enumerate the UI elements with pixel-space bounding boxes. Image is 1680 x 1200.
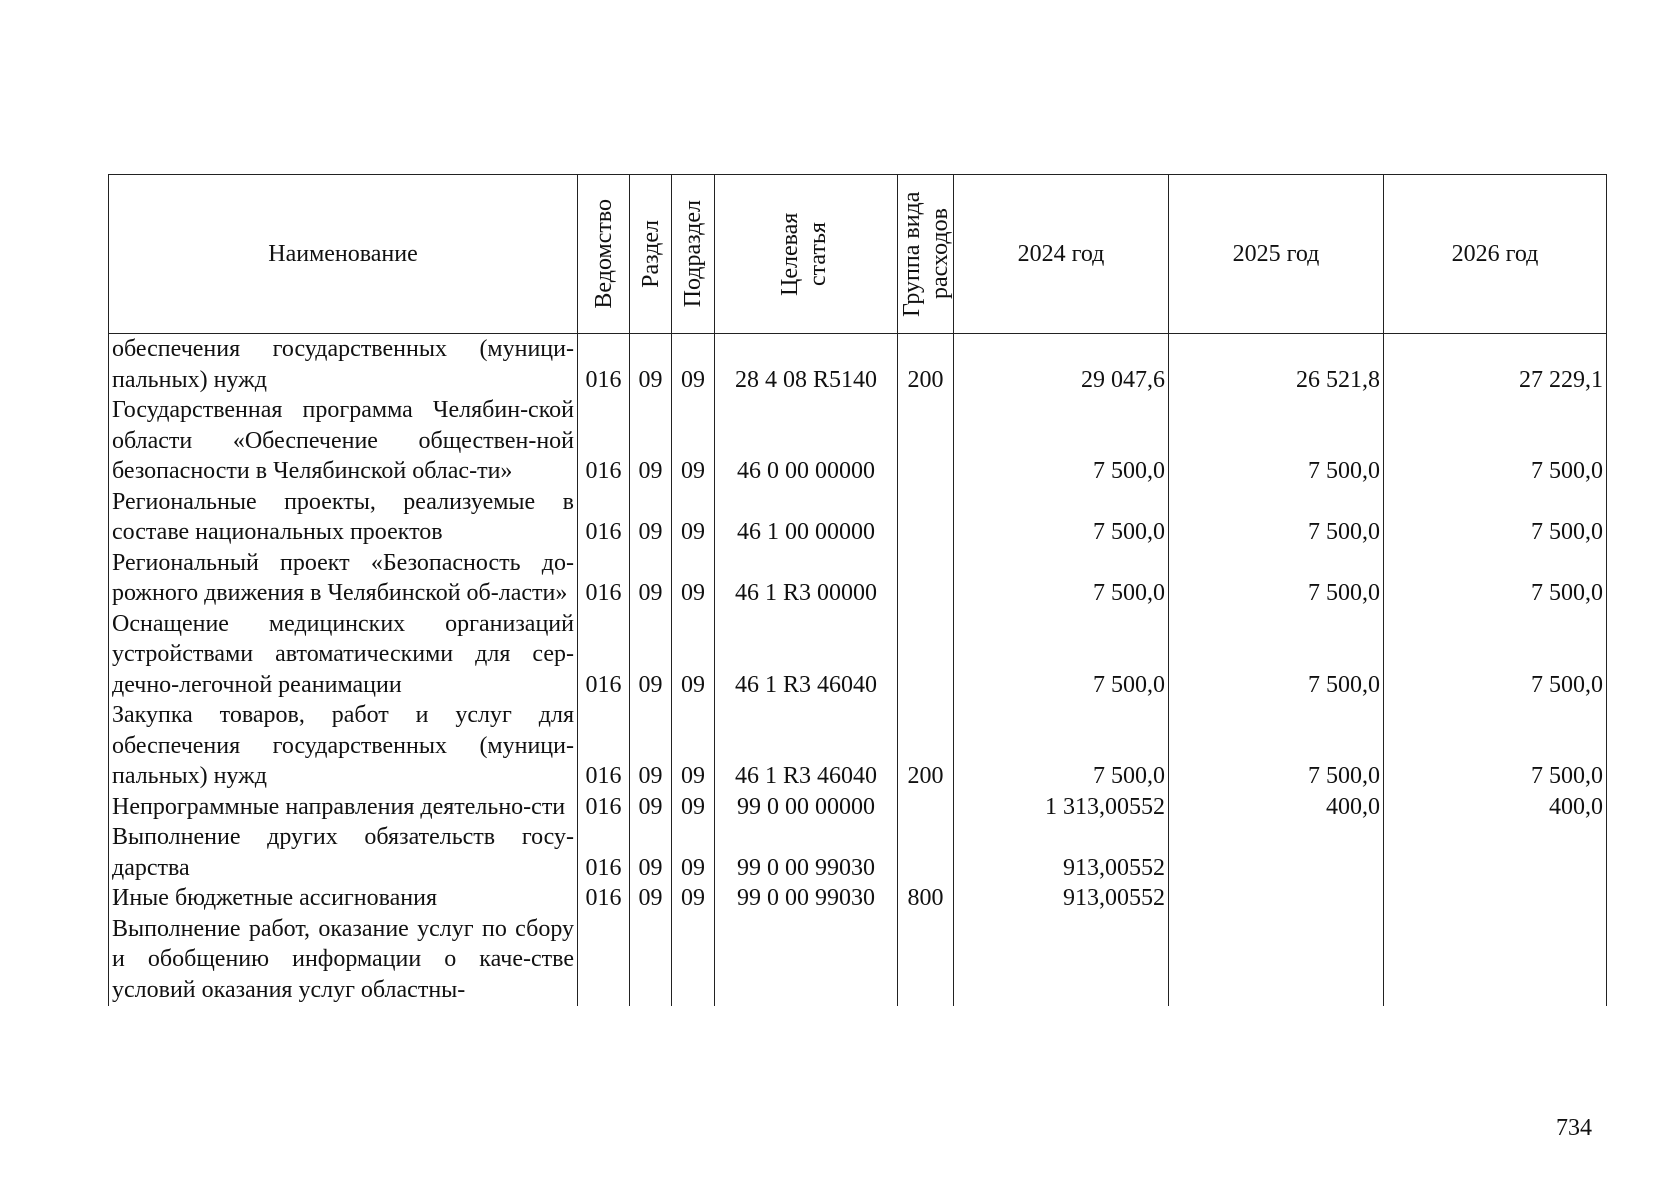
cell-name: Оснащение медицинских организаций устройствами автоматическими для сер-дечно-легочной реанимации [109, 609, 578, 701]
table-row [109, 395, 1607, 487]
cell-podrazdel: 09 [672, 548, 715, 609]
cell-vedomstvo: 016 [578, 792, 630, 823]
cell-gruppa: 200 [898, 700, 954, 792]
cell-name: Региональные проекты, реализуемые в составе национальных проектов [109, 487, 578, 548]
header-gruppa: Группа вида расходов [898, 175, 954, 334]
cell-razdel: 09 [630, 487, 672, 548]
table-body [109, 334, 1607, 1006]
cell-razdel: 09 [630, 883, 672, 914]
cell-2025: 7 500,0 [1169, 395, 1384, 487]
cell-celevaya: 28 4 08 R5140 [715, 334, 898, 396]
cell-vedomstvo: 016 [578, 395, 630, 487]
cell-razdel: 09 [630, 395, 672, 487]
table-row [109, 487, 1607, 548]
cell-2025 [1169, 883, 1384, 914]
cell-2024 [954, 914, 1169, 1006]
cell-razdel: 09 [630, 609, 672, 701]
cell-2024: 913,00552 [954, 883, 1169, 914]
cell-name: обеспечения государственных (муници-пальных) нужд [109, 334, 578, 396]
cell-celevaya: 46 1 R3 00000 [715, 548, 898, 609]
cell-2025: 7 500,0 [1169, 700, 1384, 792]
cell-2026: 7 500,0 [1384, 395, 1607, 487]
cell-name: Государственная программа Челябин-ской области «Обеспечение обществен-ной безопасности в Челябинской облас-ти» [109, 395, 578, 487]
table-row [109, 700, 1607, 792]
cell-2024: 913,00552 [954, 822, 1169, 883]
cell-celevaya: 46 1 00 00000 [715, 487, 898, 548]
cell-name: Иные бюджетные ассигнования [109, 883, 578, 914]
table-row [109, 548, 1607, 609]
header-2024: 2024 год [954, 175, 1169, 334]
cell-gruppa: 200 [898, 334, 954, 396]
cell-podrazdel: 09 [672, 822, 715, 883]
cell-celevaya [715, 914, 898, 1006]
budget-table [108, 174, 1607, 1006]
cell-name: Непрограммные направления деятельно-сти [109, 792, 578, 823]
cell-2026: 400,0 [1384, 792, 1607, 823]
cell-celevaya: 99 0 00 99030 [715, 883, 898, 914]
cell-2026: 7 500,0 [1384, 487, 1607, 548]
cell-vedomstvo [578, 914, 630, 1006]
header-razdel: Раздел [630, 175, 672, 334]
cell-name: Выполнение работ, оказание услуг по сбору и обобщению информации о каче-стве условий оказания услуг областны- [109, 914, 578, 1006]
cell-razdel: 09 [630, 334, 672, 396]
cell-2024: 1 313,00552 [954, 792, 1169, 823]
cell-razdel: 09 [630, 792, 672, 823]
cell-celevaya: 46 1 R3 46040 [715, 700, 898, 792]
cell-2025 [1169, 914, 1384, 1006]
cell-gruppa [898, 395, 954, 487]
cell-2025: 400,0 [1169, 792, 1384, 823]
table-row [109, 914, 1607, 1006]
cell-gruppa: 800 [898, 883, 954, 914]
budget-table-container [108, 174, 1606, 1006]
cell-gruppa [898, 914, 954, 1006]
header-celevaya: Целевая статья [715, 175, 898, 334]
cell-podrazdel: 09 [672, 395, 715, 487]
cell-2025: 7 500,0 [1169, 487, 1384, 548]
cell-vedomstvo: 016 [578, 700, 630, 792]
cell-celevaya: 99 0 00 00000 [715, 792, 898, 823]
cell-name: Выполнение других обязательств госу-дарства [109, 822, 578, 883]
cell-2026: 27 229,1 [1384, 334, 1607, 396]
header-2025: 2025 год [1169, 175, 1384, 334]
cell-2026: 7 500,0 [1384, 548, 1607, 609]
cell-vedomstvo: 016 [578, 334, 630, 396]
cell-razdel: 09 [630, 548, 672, 609]
cell-vedomstvo: 016 [578, 609, 630, 701]
cell-razdel: 09 [630, 822, 672, 883]
cell-2026 [1384, 822, 1607, 883]
cell-2025: 7 500,0 [1169, 609, 1384, 701]
cell-podrazdel: 09 [672, 700, 715, 792]
cell-2026: 7 500,0 [1384, 700, 1607, 792]
cell-2026: 7 500,0 [1384, 609, 1607, 701]
cell-vedomstvo: 016 [578, 548, 630, 609]
cell-podrazdel: 09 [672, 609, 715, 701]
cell-podrazdel: 09 [672, 792, 715, 823]
cell-vedomstvo: 016 [578, 487, 630, 548]
table-row [109, 334, 1607, 396]
cell-2024: 7 500,0 [954, 609, 1169, 701]
table-row [109, 609, 1607, 701]
cell-gruppa [898, 822, 954, 883]
header-vedomstvo: Ведомство [578, 175, 630, 334]
page-number: 734 [1556, 1115, 1592, 1141]
cell-name: Региональный проект «Безопасность до-рожного движения в Челябинской об-ласти» [109, 548, 578, 609]
cell-gruppa [898, 609, 954, 701]
cell-2026 [1384, 914, 1607, 1006]
cell-2025: 26 521,8 [1169, 334, 1384, 396]
cell-gruppa [898, 792, 954, 823]
table-row [109, 822, 1607, 883]
cell-name: Закупка товаров, работ и услуг для обеспечения государственных (муници-пальных) нужд [109, 700, 578, 792]
cell-celevaya: 46 0 00 00000 [715, 395, 898, 487]
cell-podrazdel: 09 [672, 883, 715, 914]
cell-podrazdel: 09 [672, 487, 715, 548]
header-2026: 2026 год [1384, 175, 1607, 334]
cell-podrazdel: 09 [672, 334, 715, 396]
cell-gruppa [898, 548, 954, 609]
cell-2024: 7 500,0 [954, 548, 1169, 609]
table-row [109, 883, 1607, 914]
cell-vedomstvo: 016 [578, 883, 630, 914]
header-podrazdel: Подраздел [672, 175, 715, 334]
cell-celevaya: 46 1 R3 46040 [715, 609, 898, 701]
cell-gruppa [898, 487, 954, 548]
cell-vedomstvo: 016 [578, 822, 630, 883]
cell-2024: 7 500,0 [954, 395, 1169, 487]
cell-razdel [630, 914, 672, 1006]
cell-2025: 7 500,0 [1169, 548, 1384, 609]
table-row [109, 792, 1607, 823]
cell-2026 [1384, 883, 1607, 914]
cell-celevaya: 99 0 00 99030 [715, 822, 898, 883]
cell-podrazdel [672, 914, 715, 1006]
cell-2024: 7 500,0 [954, 700, 1169, 792]
cell-razdel: 09 [630, 700, 672, 792]
cell-2024: 29 047,6 [954, 334, 1169, 396]
header-name: Наименование [109, 175, 578, 334]
cell-2024: 7 500,0 [954, 487, 1169, 548]
table-header-row [109, 175, 1607, 334]
cell-2025 [1169, 822, 1384, 883]
